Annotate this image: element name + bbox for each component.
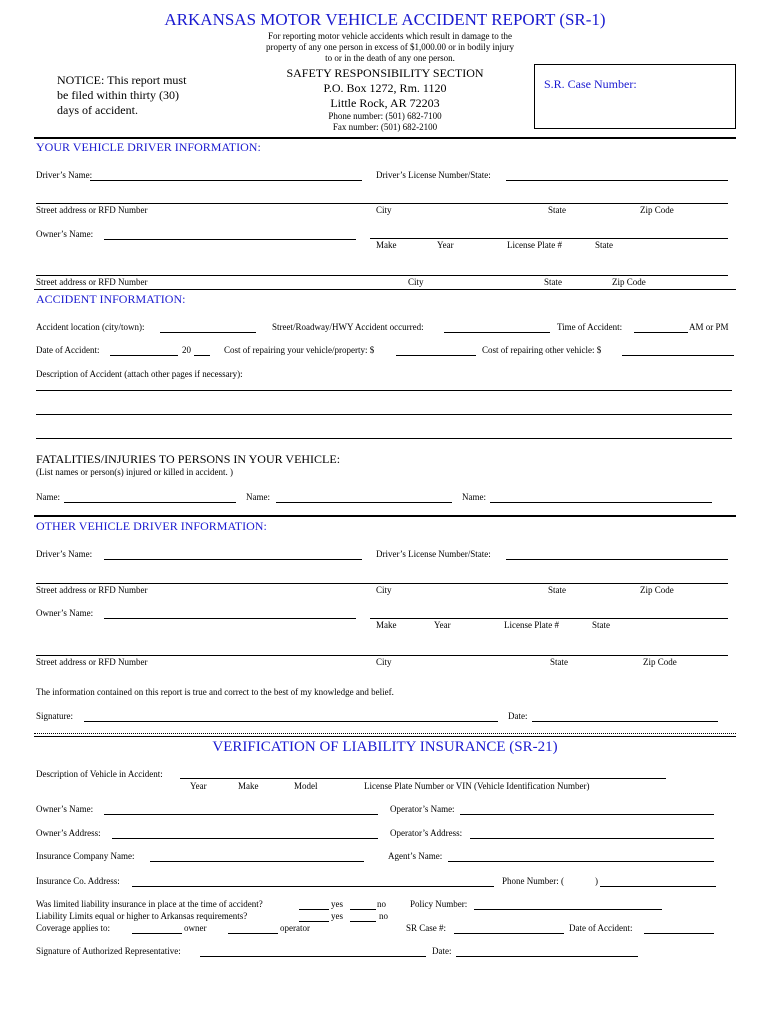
q2-yes-label: yes [331, 911, 343, 921]
cost-other-field[interactable] [622, 355, 734, 356]
plate-state-label: State [595, 240, 613, 250]
license-label: Driver’s License Number/State: [376, 170, 491, 180]
signature-field[interactable] [84, 721, 498, 722]
ins-agent-field[interactable] [448, 861, 714, 862]
agency-city: Little Rock, AR 72203 [330, 96, 440, 110]
other-city-label: City [376, 585, 392, 595]
other-owner-street-label: Street address or RFD Number [36, 657, 148, 667]
city-label: City [376, 205, 392, 215]
section-divider [34, 733, 736, 734]
ins-co-address-field[interactable] [132, 886, 494, 887]
ins-plate-vin-label: License Plate Number or VIN (Vehicle Identification Number) [364, 781, 590, 791]
license-field[interactable] [506, 180, 728, 181]
cost-own-field[interactable] [396, 355, 476, 356]
time-label: Time of Accident: [557, 322, 623, 332]
cost-own-label: Cost of repairing your vehicle/property: $ [224, 345, 375, 355]
notice-line: days of accident. [57, 103, 138, 117]
subtitle-line: to or in the death of any one person. [325, 53, 455, 63]
fatalities-heading: FATALITIES/INJURIES TO PERSONS IN YOUR VEHICLE: [36, 452, 341, 466]
q1-no-field[interactable] [350, 909, 376, 910]
description-label: Description of Accident (attach other pages if necessary): [36, 369, 243, 379]
owner-city-label: City [408, 277, 424, 287]
q-insurance-in-place: Was limited liability insurance in place at the time of accident? [36, 899, 263, 909]
accident-heading: ACCIDENT INFORMATION: [36, 292, 186, 306]
other-owners-name-label: Owner’s Name: [36, 608, 94, 618]
owner-street-field[interactable] [36, 275, 728, 276]
coverage-label: Coverage applies to: [36, 923, 110, 933]
street-label: Street address or RFD Number [36, 205, 148, 215]
section-divider [34, 515, 736, 517]
location-label: Accident location (city/town): [36, 322, 145, 332]
rep-signature-label: Signature of Authorized Representative: [36, 946, 181, 956]
description-line[interactable] [36, 438, 732, 439]
ins-owners-name-label: Owner’s Name: [36, 804, 94, 814]
coverage-owner-label: owner [184, 923, 207, 933]
case-number-label: S.R. Case Number: [544, 77, 637, 91]
signature-date-label: Date: [508, 711, 528, 721]
q1-yes-field[interactable] [299, 909, 329, 910]
ins-agent-label: Agent’s Name: [388, 851, 443, 861]
rep-date-label: Date: [432, 946, 452, 956]
drivers-name-label: Driver’s Name: [36, 170, 93, 180]
policy-number-field[interactable] [474, 909, 662, 910]
road-label: Street/Roadway/HWY Accident occurred: [272, 322, 424, 332]
owner-street-label: Street address or RFD Number [36, 277, 148, 287]
date-label: Date of Accident: [36, 345, 100, 355]
other-street-field[interactable] [36, 583, 728, 584]
other-plate-label: License Plate # [504, 620, 559, 630]
road-field[interactable] [444, 332, 550, 333]
owners-name-label: Owner’s Name: [36, 229, 94, 239]
ins-owners-name-field[interactable] [104, 814, 378, 815]
ins-phone-label: Phone Number: ( [502, 876, 564, 886]
subtitle-line: For reporting motor vehicle accidents which result in damage to the [268, 31, 512, 41]
location-field[interactable] [160, 332, 256, 333]
owner-zip-label: Zip Code [612, 277, 646, 287]
other-state-label: State [548, 585, 566, 595]
time-field[interactable] [634, 332, 688, 333]
q2-yes-field[interactable] [299, 921, 329, 922]
q-limits: Liability Limits equal or higher to Arkansas requirements? [36, 911, 248, 921]
cost-other-label: Cost of repairing other vehicle: $ [482, 345, 602, 355]
name-1-field[interactable] [64, 502, 236, 503]
name-3-label: Name: [462, 492, 486, 502]
section-divider [34, 137, 736, 139]
notice-line: NOTICE: This report must [57, 73, 187, 87]
name-1-label: Name: [36, 492, 60, 502]
sr-case-label: SR Case #: [406, 923, 447, 933]
q2-no-label: no [379, 911, 388, 921]
ins-company-field[interactable] [150, 861, 364, 862]
ins-owners-address-field[interactable] [112, 838, 378, 839]
sr-case-field[interactable] [454, 933, 564, 934]
q2-no-field[interactable] [350, 921, 376, 922]
ins-phone-field[interactable] [600, 886, 716, 887]
form-title: ARKANSAS MOTOR VEHICLE ACCIDENT REPORT (SR-1) [164, 10, 606, 29]
zip-label: Zip Code [640, 205, 674, 215]
owner-state-label: State [544, 277, 562, 287]
other-zip-label: Zip Code [640, 585, 674, 595]
street-field[interactable] [36, 203, 728, 204]
agency-address [240, 66, 530, 111]
other-drivers-name-field[interactable] [104, 559, 362, 560]
ins-operators-address-field[interactable] [470, 838, 714, 839]
date-of-accident-field[interactable] [644, 933, 714, 934]
other-owners-name-field[interactable] [104, 618, 356, 619]
date-year-field[interactable] [194, 355, 210, 356]
ins-year-label: Year [190, 781, 207, 791]
section-divider [34, 289, 736, 290]
your-driver-heading: YOUR VEHICLE DRIVER INFORMATION: [36, 140, 261, 154]
vehicle-desc-label: Description of Vehicle in Accident: [36, 769, 163, 779]
ins-owners-address-label: Owner’s Address: [36, 828, 101, 838]
ins-co-address-label: Insurance Co. Address: [36, 876, 120, 886]
description-line[interactable] [36, 414, 732, 415]
q1-yes-label: yes [331, 899, 343, 909]
year-label: Year [437, 240, 454, 250]
other-driver-heading: OTHER VEHICLE DRIVER INFORMATION: [36, 519, 267, 533]
plate-label: License Plate # [507, 240, 562, 250]
name-3-field[interactable] [490, 502, 712, 503]
vehicle-desc-field[interactable] [180, 778, 666, 779]
ins-model-label: Model [294, 781, 318, 791]
other-license-field[interactable] [506, 559, 728, 560]
fatalities-note: (List names or person(s) injured or killed in accident. ) [36, 467, 233, 477]
other-year-label: Year [434, 620, 451, 630]
description-line[interactable] [36, 390, 732, 391]
form-subtitle [240, 31, 540, 64]
vehicle-info-field[interactable] [370, 238, 728, 239]
name-2-label: Name: [246, 492, 270, 502]
other-plate-state-label: State [592, 620, 610, 630]
agency-phone: Phone number: (501) 682-7100 [328, 111, 442, 121]
ins-operators-name-label: Operator’s Name: [390, 804, 455, 814]
rep-date-field[interactable] [456, 956, 638, 957]
make-label: Make [376, 240, 397, 250]
attestation-statement: The information contained on this report is true and correct to the best of my knowledge and belief. [36, 687, 394, 697]
other-make-label: Make [376, 620, 397, 630]
insurance-title: VERIFICATION OF LIABILITY INSURANCE (SR-21) [212, 739, 558, 755]
other-owner-zip-label: Zip Code [643, 657, 677, 667]
section-divider [34, 736, 736, 737]
other-license-label: Driver’s License Number/State: [376, 549, 491, 559]
state-label: State [548, 205, 566, 215]
q1-no-label: no [377, 899, 386, 909]
drivers-name-field[interactable] [90, 180, 362, 181]
ins-company-label: Insurance Company Name: [36, 851, 135, 861]
year-prefix: 20 [182, 345, 191, 355]
notice-line: be filed within thirty (30) [57, 88, 179, 102]
other-street-label: Street address or RFD Number [36, 585, 148, 595]
signature-date-field[interactable] [532, 721, 718, 722]
other-owner-city-label: City [376, 657, 392, 667]
ins-phone-close: ) [595, 876, 598, 886]
coverage-operator-label: operator [280, 923, 310, 933]
policy-number-label: Policy Number: [410, 899, 468, 909]
signature-label: Signature: [36, 711, 73, 721]
coverage-owner-field[interactable] [132, 933, 182, 934]
filing-notice [57, 73, 186, 118]
other-drivers-name-label: Driver’s Name: [36, 549, 93, 559]
agency-po-box: P.O. Box 1272, Rm. 1120 [323, 81, 447, 95]
other-vehicle-info-field[interactable] [370, 618, 728, 619]
other-owner-state-label: State [550, 657, 568, 667]
ins-operators-name-field[interactable] [460, 814, 714, 815]
agency-fax: Fax number: (501) 682-2100 [332, 122, 438, 132]
date-field[interactable] [110, 355, 178, 356]
agency-name: SAFETY RESPONSIBILITY SECTION [286, 66, 484, 80]
ins-operators-address-label: Operator’s Address: [390, 828, 463, 838]
coverage-operator-field[interactable] [228, 933, 278, 934]
owners-name-field[interactable] [104, 239, 356, 240]
ampm-label: AM or PM [689, 322, 729, 332]
date-of-accident-label: Date of Accident: [569, 923, 633, 933]
other-owner-street-field[interactable] [36, 655, 728, 656]
name-2-field[interactable] [276, 502, 452, 503]
ins-make-label: Make [238, 781, 259, 791]
subtitle-line: property of any one person in excess of $1,000.00 or in bodily injury [266, 42, 514, 52]
case-number-box[interactable] [534, 64, 736, 129]
rep-signature-field[interactable] [200, 956, 426, 957]
